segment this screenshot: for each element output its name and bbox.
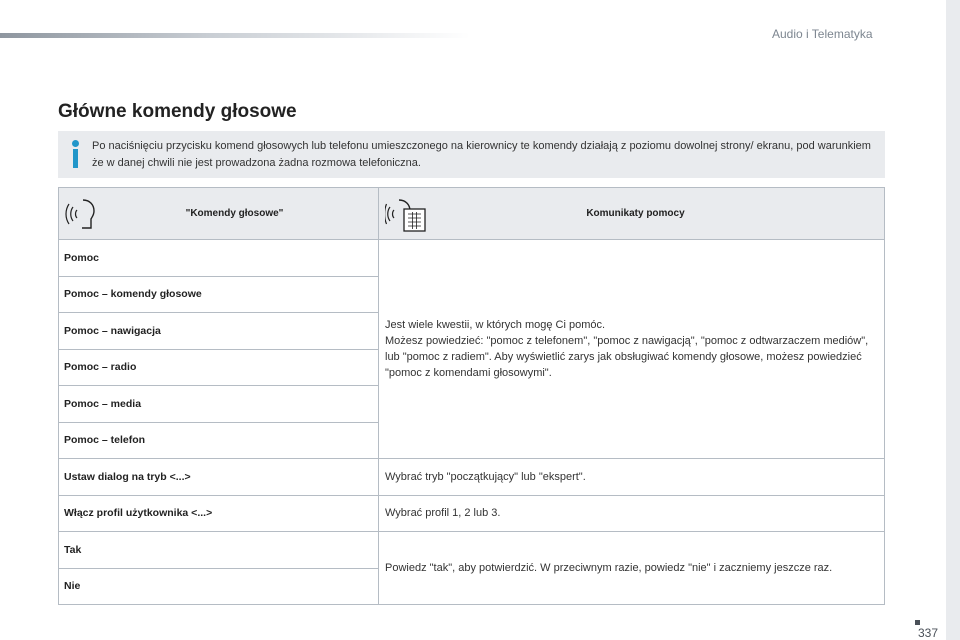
command-cell: Tak — [59, 532, 379, 569]
command-cell: Pomoc – nawigacja — [59, 313, 379, 350]
page-title: Główne komendy głosowe — [58, 101, 297, 122]
voice-command-icon — [65, 197, 97, 231]
command-cell: Pomoc – komendy głosowe — [59, 276, 379, 313]
table-row — [59, 459, 885, 496]
page-marker — [915, 620, 920, 625]
command-cell: Pomoc – media — [59, 386, 379, 423]
table-row — [59, 532, 885, 569]
help-messages-icon — [385, 197, 427, 233]
page-edge-strip — [946, 0, 960, 640]
voice-commands-table — [58, 187, 885, 605]
command-cell: Nie — [59, 568, 379, 605]
info-icon — [71, 140, 81, 168]
command-cell: Ustaw dialog na tryb <...> — [59, 459, 379, 496]
command-cell: Pomoc – telefon — [59, 422, 379, 459]
response-cell-help — [379, 240, 885, 459]
header-commands — [59, 188, 379, 240]
table-row — [59, 240, 885, 277]
response-cell: Wybrać tryb "początkujący" lub "ekspert". — [379, 459, 885, 496]
section-label: Audio i Telematyka — [772, 27, 873, 41]
table-header-row — [59, 188, 885, 240]
header-accent-bar — [0, 33, 470, 38]
header-commands-label: "Komendy głosowe" — [185, 208, 284, 219]
header-help-label: Komunikaty pomocy — [586, 208, 685, 219]
table-row — [59, 495, 885, 532]
command-cell: Pomoc – radio — [59, 349, 379, 386]
header-help — [379, 188, 885, 240]
response-cell-yesno: Powiedz "tak", aby potwierdzić. W przeciwnym razie, powiedz "nie" i zaczniemy jeszcze raz. — [379, 532, 885, 605]
response-cell: Wybrać profil 1, 2 lub 3. — [379, 495, 885, 532]
info-text: Po naciśnięciu przycisku komend głosowych lub telefonu umieszczonego na kierownicy te komendy działają z poziomu dowolnej strony/ ekranu, pod warunkiem że w danej chwili nie jest prowadzona żadna rozmowa telefoniczna. — [92, 140, 871, 169]
page-number: 337 — [918, 626, 939, 640]
response-help-text: Jest wiele kwestii, w których mogę Ci pomóc. Możesz powiedzieć: "pomoc z telefonem", "pomoc z nawigacją", "pomoc z odtwarzaczem mediów", lub "pomoc z radiem". Aby wyświetlić zarys jak obsługiwać komendy głosowe, możesz powiedzieć "pomoc z komendami głosowymi". — [385, 319, 869, 379]
command-cell: Pomoc — [59, 240, 379, 277]
command-cell: Włącz profil użytkownika <...> — [59, 495, 379, 532]
